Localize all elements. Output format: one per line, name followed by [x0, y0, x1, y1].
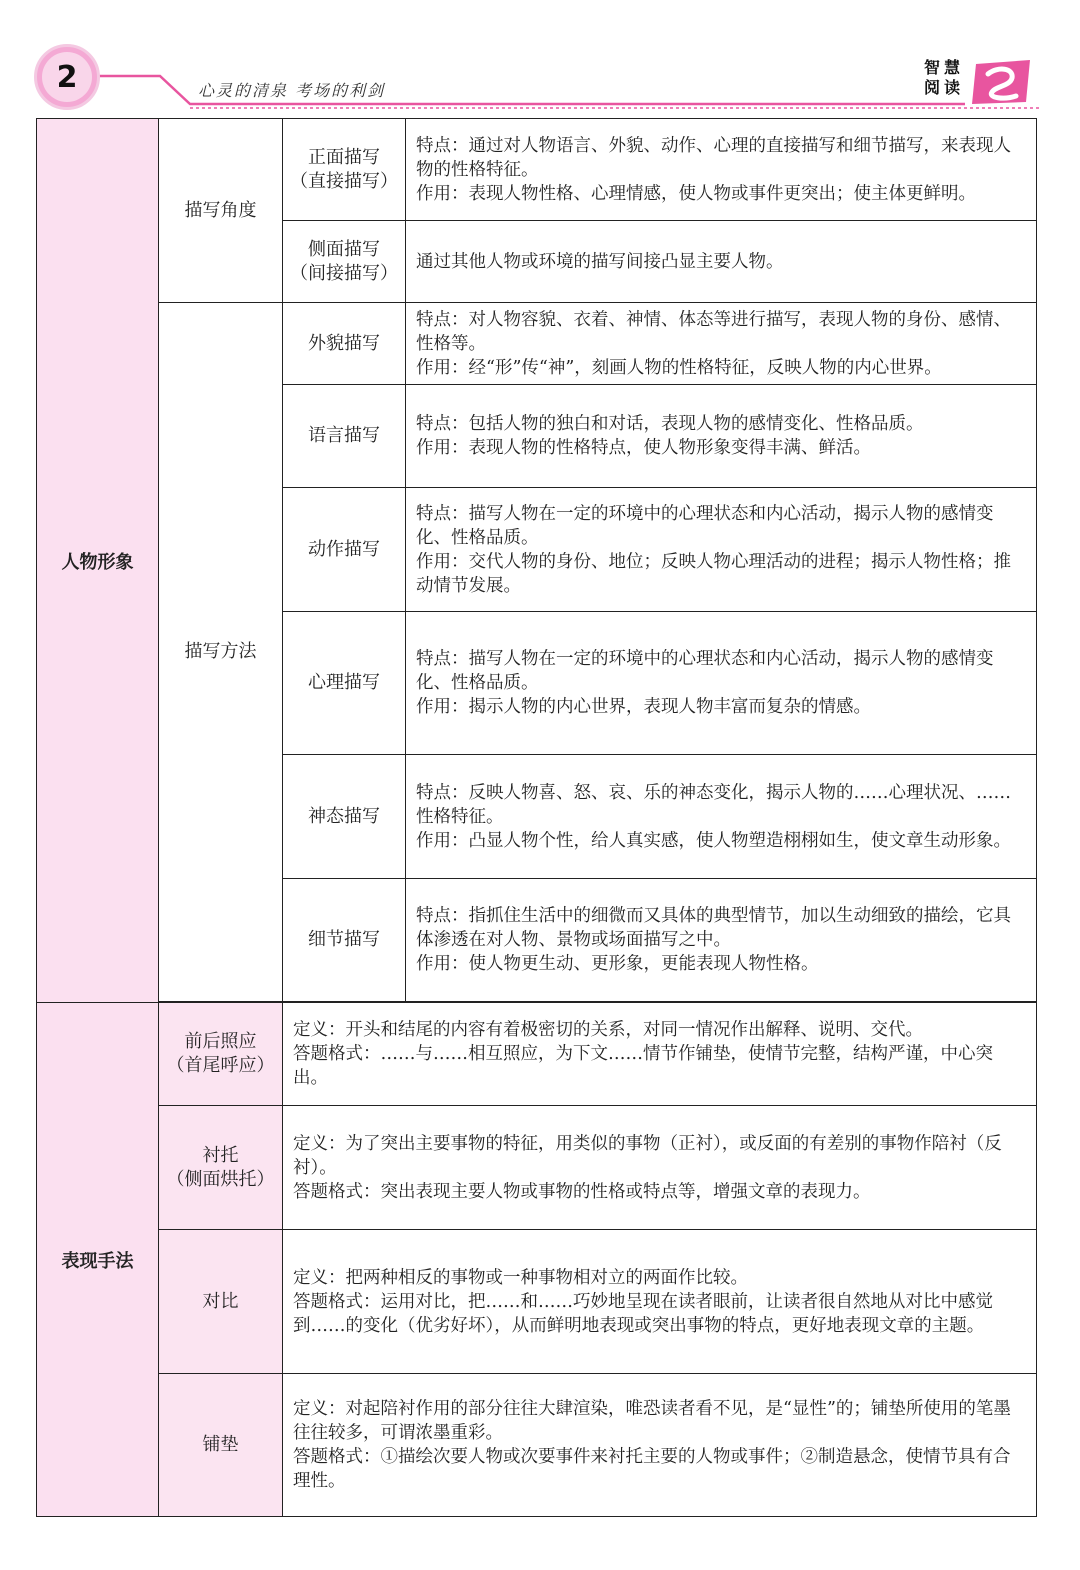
description-line: 特点：描写人物在一定的环境中的心理状态和内心活动，揭示人物的感情变化、性格品质。 [416, 649, 994, 693]
method-alt: （直接描写） [290, 170, 398, 192]
table-row [37, 1106, 1037, 1230]
technique-name: 衬托 [202, 1144, 239, 1166]
brand-text [924, 58, 968, 98]
method-cell: 细节描写 [283, 879, 406, 1002]
description-line: 通过其他人物或环境的描写间接凸显主要人物。 [416, 251, 784, 272]
description-line: 作用：凸显人物个性，给人真实感，使人物塑造栩栩如生，使文章生动形象。 [416, 830, 1011, 851]
method-cell: 神态描写 [283, 755, 406, 879]
description-cell [406, 612, 1037, 755]
table-row [37, 119, 1037, 221]
description-cell [406, 119, 1037, 221]
description-cell [283, 1106, 1037, 1230]
page-header [0, 0, 1080, 118]
description-line: 答题格式：运用对比，把……和……巧妙地呈现在读者眼前，让读者很自然地从对比中感觉到……的变化（优劣好坏），从而鲜明地表现或突出事物的特点，更好地表现文章的主题。 [293, 1291, 993, 1336]
method-name: 侧面描写 [308, 238, 380, 260]
brand-line-1: 智慧 [924, 58, 965, 77]
description-line: 特点：描写人物在一定的环境中的心理状态和内心活动，揭示人物的感情变化、性格品质。 [416, 503, 994, 548]
category-technique: 表现手法 [37, 1003, 159, 1517]
description-cell [406, 755, 1037, 879]
technique-name: 前后照应 [184, 1031, 257, 1052]
brand-logo-icon [968, 56, 1036, 108]
description-line: 特点：指抓住生活中的细微而又具体的典型情节，加以生动细致的描绘，它具体渗透在对人物、景物或场面描写之中。 [416, 906, 1011, 950]
method-cell [283, 221, 406, 303]
description-line: 定义：把两种相反的事物或一种事物相对立的两面作比较。 [293, 1267, 748, 1288]
description-cell [406, 221, 1037, 303]
method-cell: 外貌描写 [283, 303, 406, 385]
technique-cell [159, 1106, 283, 1230]
description-cell [283, 1374, 1037, 1517]
table-row [37, 1230, 1037, 1374]
table-row [37, 1374, 1037, 1517]
header-decoration-line [0, 0, 1080, 118]
table-row [37, 1003, 1037, 1106]
page-number-badge [34, 44, 100, 110]
category-character: 人物形象 [37, 119, 159, 1003]
brand-line-2: 阅读 [924, 78, 965, 97]
header-slogan: 心灵的清泉 考场的利剑 [198, 81, 386, 100]
description-line: 定义：对起陪衬作用的部分往往大肆渲染，唯恐读者看不见，是“显性”的；铺垫所使用的笔墨往往较多，可谓浓墨重彩。 [293, 1399, 1011, 1443]
description-cell [283, 1003, 1037, 1106]
description-line: 作用：使人物更生动、更形象，更能表现人物性格。 [416, 954, 819, 974]
technique-alt: （首尾呼应） [166, 1055, 275, 1076]
description-line: 特点：通过对人物语言、外貌、动作、心理的直接描写和细节描写，来表现人物的性格特征。 [416, 135, 1011, 180]
method-cell: 心理描写 [283, 612, 406, 755]
description-line: 特点：反映人物喜、怒、哀、乐的神态变化，揭示人物的……心理状况、……性格特征。 [416, 782, 1011, 827]
description-cell [406, 385, 1037, 488]
technique-cell: 对比 [159, 1230, 283, 1374]
description-line: 作用：表现人物的性格特点，使人物形象变得丰满、鲜活。 [416, 438, 871, 458]
description-cell [406, 303, 1037, 385]
description-line: 作用：经“形”传“神”，刻画人物的性格特征，反映人物的内心世界。 [416, 357, 942, 378]
description-line: 答题格式：突出表现主要人物或事物的性格或特点等，增强文章的表现力。 [293, 1181, 871, 1202]
description-line: 作用：揭示人物的内心世界，表现人物丰富而复杂的情感。 [416, 697, 871, 717]
technique-cell: 铺垫 [159, 1374, 283, 1517]
description-line: 定义：开头和结尾的内容有着极密切的关系，对同一情况作出解释、说明、交代。 [293, 1020, 923, 1040]
description-cell [283, 1230, 1037, 1374]
subcategory-method: 描写方法 [159, 303, 283, 1002]
description-cell [406, 488, 1037, 612]
description-line: 特点：对人物容貌、衣着、神情、体态等进行描写，表现人物的身份、感情、性格等。 [416, 309, 1011, 354]
method-cell: 动作描写 [283, 488, 406, 612]
method-alt: （间接描写） [290, 262, 398, 284]
knowledge-table [36, 118, 1037, 1517]
description-line: 作用：交代人物的身份、地位；反映人物心理活动的进程；揭示人物性格；推动情节发展。 [416, 551, 1011, 596]
method-name: 正面描写 [308, 146, 380, 168]
description-line: 答题格式：……与……相互照应，为下文……情节作铺垫，使情节完整，结构严谨，中心突出。 [293, 1044, 993, 1088]
description-line: 作用：表现人物性格、心理情感，使人物或事件更突出；使主体更鲜明。 [416, 183, 976, 204]
description-line: 特点：包括人物的独白和对话，表现人物的感情变化、性格品质。 [416, 414, 924, 434]
description-line: 答题格式：①描绘次要人物或次要事件来衬托主要的人物或事件；②制造悬念，使情节具有合理性。 [293, 1447, 1011, 1491]
method-cell [283, 119, 406, 221]
page-number: 2 [42, 52, 92, 102]
table-row [37, 303, 1037, 385]
technique-cell [159, 1003, 283, 1106]
description-cell [406, 879, 1037, 1002]
method-cell: 语言描写 [283, 385, 406, 488]
description-line: 定义：为了突出主要事物的特征，用类似的事物（正衬），或反面的有差别的事物作陪衬（反衬）。 [293, 1133, 1002, 1178]
technique-alt: （侧面烘托） [166, 1168, 275, 1190]
subcategory-angle: 描写角度 [159, 119, 283, 303]
